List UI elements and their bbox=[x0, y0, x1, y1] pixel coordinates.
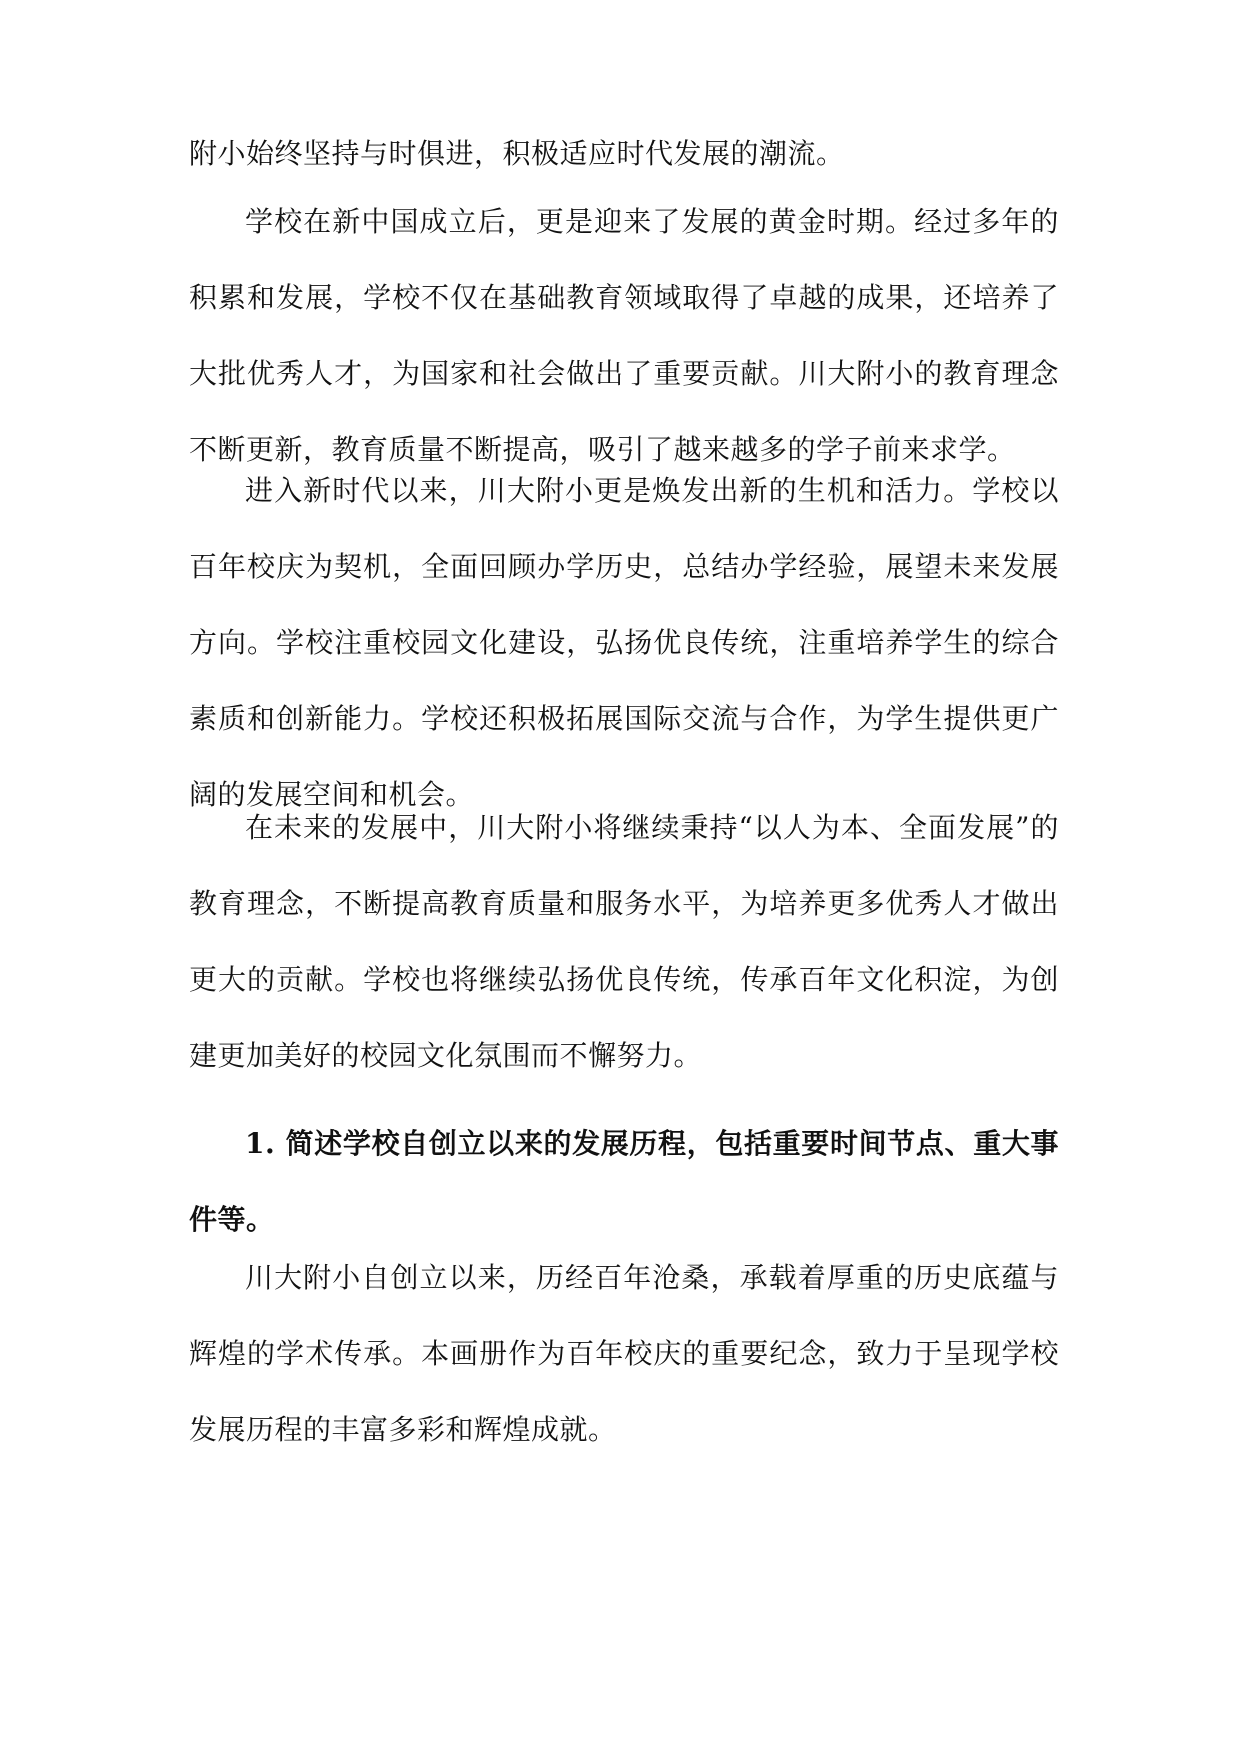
body-text-para-2 bbox=[189, 184, 1059, 488]
paragraph: 进入新时代以来，川大附小更是焕发出新的生机和活力。学校以百年校庆为契机，全面回顾办学历史，总结办学经验，展望未来发展方向。学校注重校园文化建设，弘扬优良传统，注重培养学生的综合素质和创新能力。学校还积极拓展国际交流与合作，为学生提供更广阔的发展空间和机会。 bbox=[189, 474, 1059, 811]
paragraph-continued: 附小始终坚持与时俱进，积极适应时代发展的潮流。 bbox=[189, 137, 845, 170]
paragraph: 学校在新中国成立后，更是迎来了发展的黄金时期。经过多年的积累和发展，学校不仅在基础教育领域取得了卓越的成果，还培养了大批优秀人才，为国家和社会做出了重要贡献。川大附小的教育理念不断更新，教育质量不断提高，吸引了越来越多的学子前来求学。 bbox=[189, 205, 1059, 466]
body-text-after-heading bbox=[189, 1240, 1059, 1468]
body-text-para-3 bbox=[189, 453, 1059, 833]
body-text-para-4 bbox=[189, 790, 1059, 1094]
paragraph: 川大附小自创立以来，历经百年沧桑，承载着厚重的历史底蕴与辉煌的学术传承。本画册作为百年校庆的重要纪念，致力于呈现学校发展历程的丰富多彩和辉煌成就。 bbox=[189, 1261, 1059, 1446]
section-heading-block bbox=[189, 1106, 1059, 1258]
section-heading: 1. 简述学校自创立以来的发展历程，包括重要时间节点、重大事件等。 bbox=[189, 1127, 1059, 1236]
body-text-top bbox=[189, 116, 1059, 192]
paragraph: 在未来的发展中，川大附小将继续秉持“以人为本、全面发展”的教育理念，不断提高教育质量和服务水平，为培养更多优秀人才做出更大的贡献。学校也将继续弘扬优良传统，传承百年文化积淀，为创建更加美好的校园文化氛围而不懈努力。 bbox=[189, 811, 1059, 1072]
